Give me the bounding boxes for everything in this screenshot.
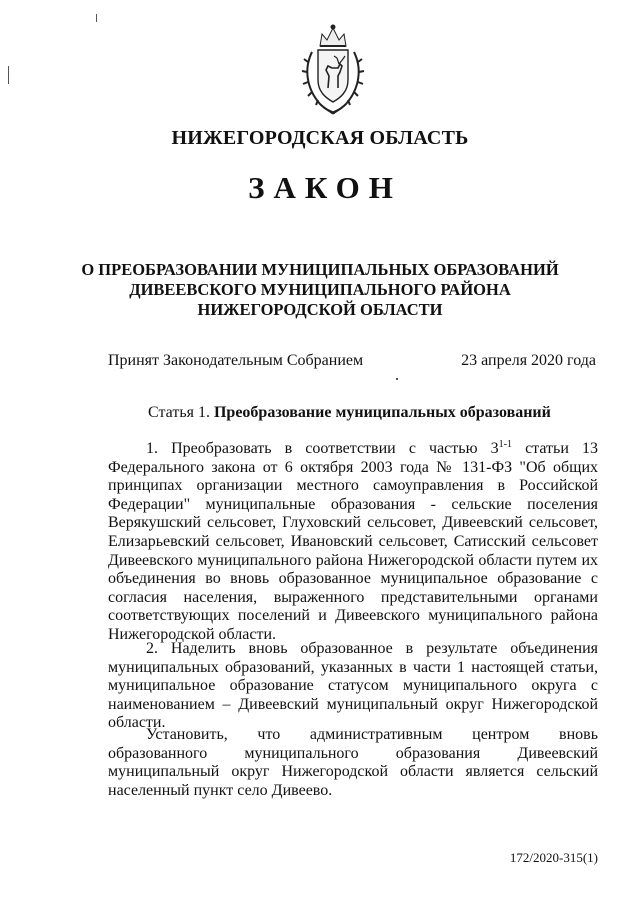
paragraph-3 — [108, 726, 598, 800]
paragraph-2-text: 2. Наделить вновь образованное в результате объединения муниципальных образований, указанных в части 1 настоящей статьи, муниципальное образование статусом муниципального округа с наименованием – Дивеевский муниципальный округ Нижегородской области. — [108, 640, 598, 732]
coat-of-arms-icon — [298, 22, 368, 118]
adopted-by: Принят Законодательным Собранием — [108, 352, 364, 369]
paragraph-1 — [108, 440, 598, 645]
superscript: 1-1 — [498, 439, 512, 450]
paragraph-3-text: Установить, что административным центром вновь образованного муниципального образования Дивеевский муниципальный округ Нижегородской области является сельский населенный пункт село Дивеево. — [108, 726, 598, 799]
adoption-date: 23 апреля 2020 года — [461, 352, 596, 369]
document-code: 172/2020-315(1) — [509, 850, 598, 865]
scan-mark — [396, 378, 398, 380]
paragraph-1-text-cont: статьи 13 Федерального закона от 6 октября 2003 года № 131-ФЗ "Об общих принципах организации местного самоуправления в Российской Федерации" муниципальные образования - сельские поселения Верякушский сельсовет, Глуховский сельсовет, Дивеевский сельсовет, Елизарьевский сельсовет, Ивановский сельсовет, Сатисский сельсовет Дивеевского муниципального района Нижегородской области путем их объединения во вновь образованное муниципальное образование с согласия населения, выраженного представительными органами соответствующих поселений и Дивеевского муниципального района Нижегородской области. — [108, 440, 599, 643]
law-heading: ЗАКОН — [248, 170, 402, 205]
scan-mark — [8, 66, 9, 84]
article-title: Преобразование муниципальных образований — [213, 404, 551, 421]
law-title-line: О ПРЕОБРАЗОВАНИИ МУНИЦИПАЛЬНЫХ ОБРАЗОВАНИЙ — [81, 260, 559, 279]
region-name: НИЖЕГОРОДСКАЯ ОБЛАСТЬ — [171, 127, 469, 149]
law-title — [60, 260, 580, 320]
article-heading — [148, 404, 551, 422]
article-label: Статья 1. — [148, 404, 214, 421]
paragraph-1-text: 1. Преобразовать в соответствии с частью 3 — [146, 440, 499, 457]
paragraph-2 — [108, 640, 598, 733]
adoption-line — [108, 352, 596, 370]
scan-mark — [96, 14, 97, 22]
law-title-line: НИЖЕГОРОДСКОЙ ОБЛАСТИ — [197, 300, 443, 319]
law-title-line: ДИВЕЕВСКОГО МУНИЦИПАЛЬНОГО РАЙОНА — [129, 280, 511, 299]
